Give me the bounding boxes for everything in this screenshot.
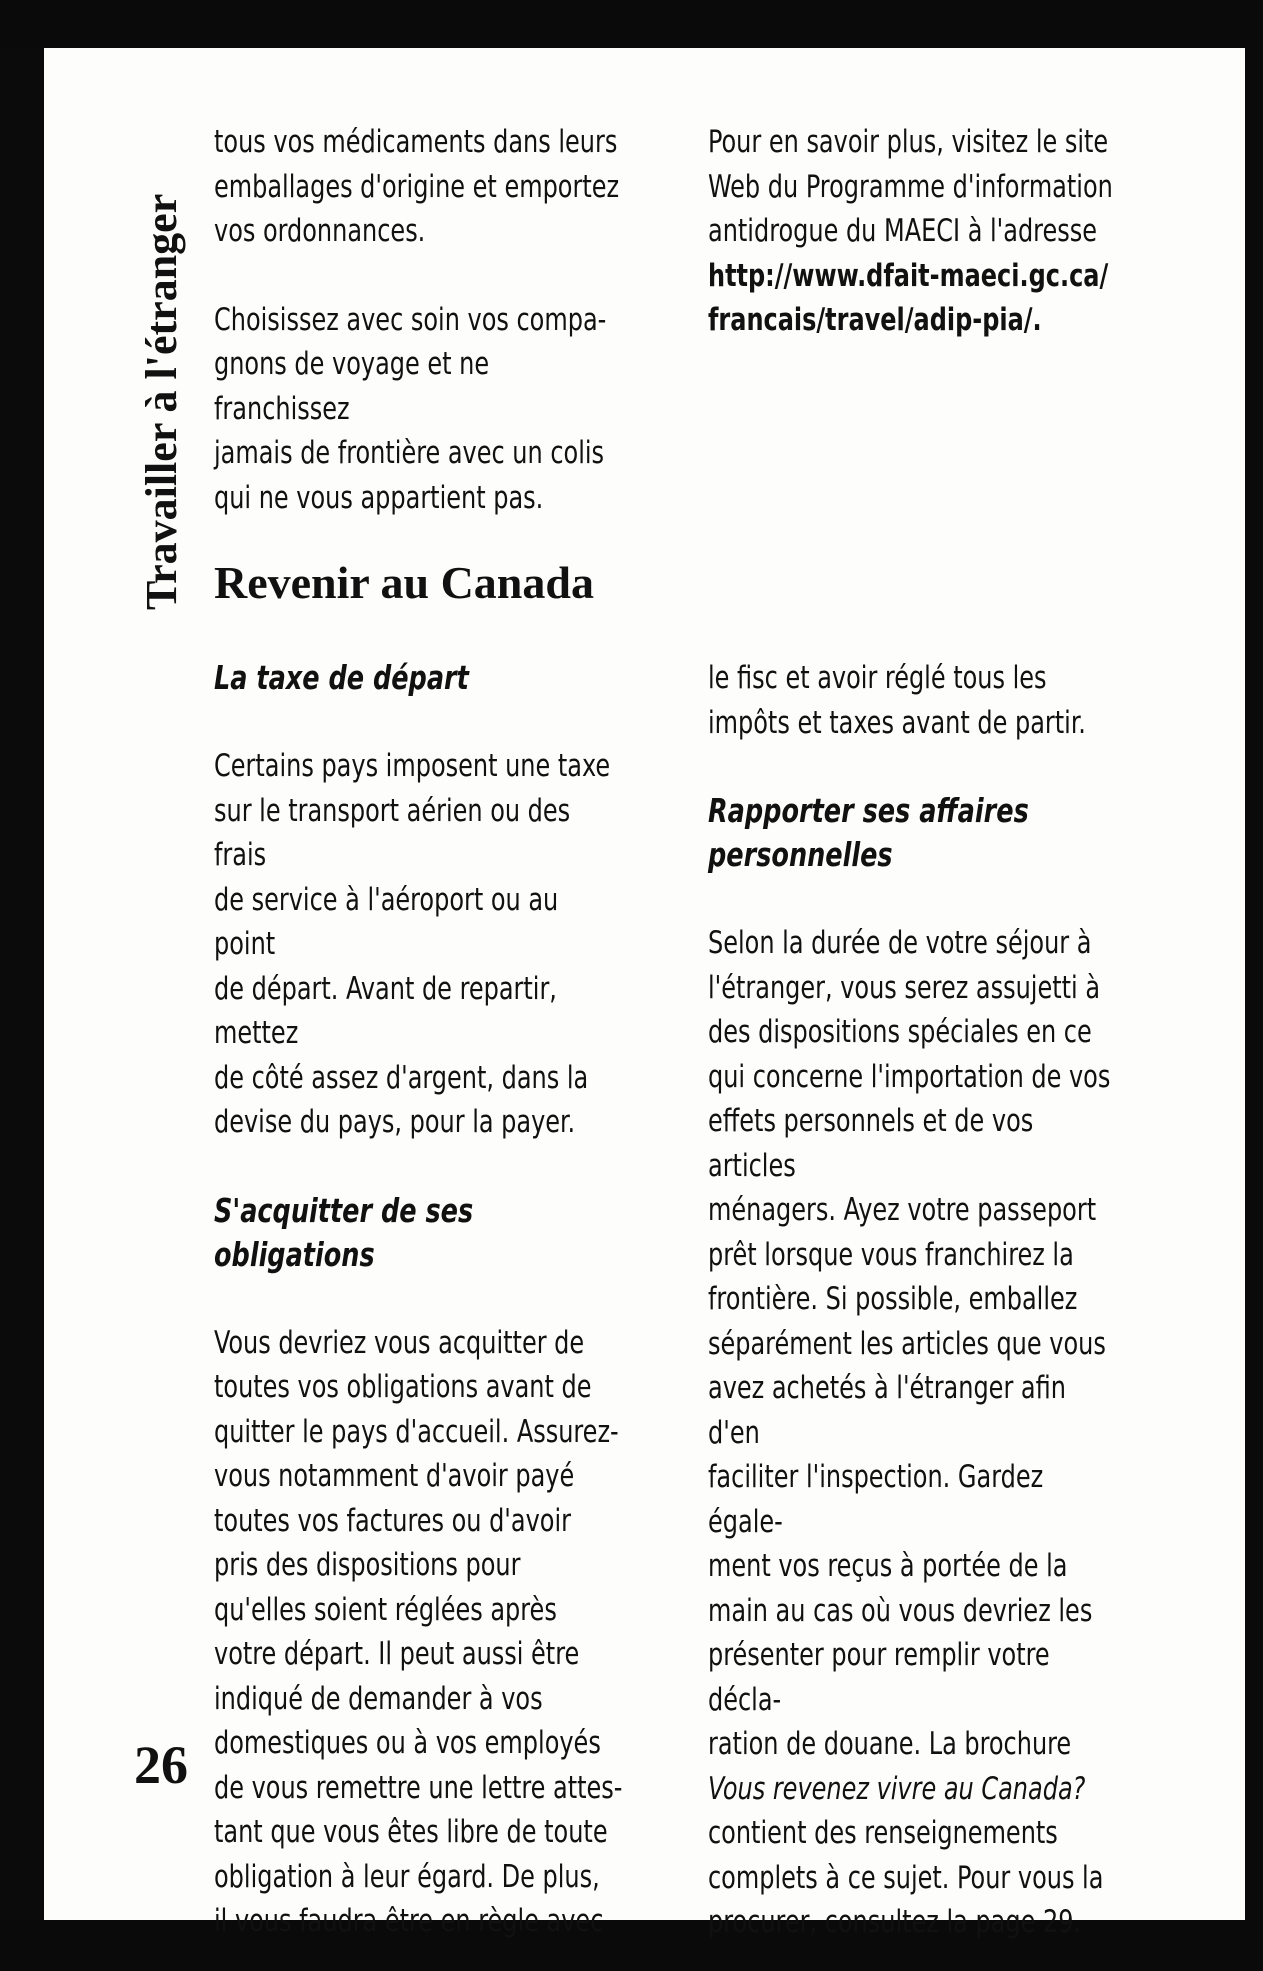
scan-border-top	[0, 0, 1263, 48]
left-column	[214, 656, 627, 1944]
top-right-column	[708, 120, 1121, 343]
page-number: 26	[134, 1735, 188, 1795]
right-column	[708, 656, 1121, 1945]
web-address-link-cont[interactable]: francais/travel/adip-pia/.	[708, 302, 1042, 338]
paragraph-medicaments: tous vos médicaments dans leurs emballages d'origine et emportez vos ordonnances.	[214, 124, 620, 249]
section-heading: Revenir au Canada	[214, 557, 594, 608]
subheading-obligations: S'acquitter de ses obligations	[214, 1190, 474, 1274]
running-head-vertical: Travailler à l'étranger	[137, 193, 186, 610]
subheading-affaires-personnelles: Rapporter ses affaires personnelles	[708, 791, 1029, 874]
web-address-link[interactable]: http://www.dfait-maeci.gc.ca/	[708, 257, 1109, 294]
subheading-taxe-depart: La taxe de départ	[214, 658, 469, 697]
top-left-column	[214, 120, 627, 520]
paragraph-fisc: le fisc et avoir réglé tous les impôts et taxes avant de partir.	[708, 660, 1086, 741]
paragraph-info-drogue: Pour en savoir plus, visitez le site Web du Programme d'information antidrogue du MAECI à l'adresse http://www.dfait-maeci.gc.ca/ francais/travel/adip-pia/.	[708, 124, 1113, 338]
paragraph-compagnons: Choisissez avec soin vos compa- gnons de voyage et ne franchissez jamais de frontière avec un colis qui ne vous appartient pas.	[214, 301, 607, 516]
paragraph-obligations: Vous devriez vous acquitter de toutes vos obligations avant de quitter le pays d'accueil. Assurez- vous notamment d'avoir payé toutes vos factures ou d'avoir pris des dispositions pour qu'elles soient réglées après votre départ. Il peut aussi être indiqué de demander à vos domestiques ou à vos employés de vous remettre une lettre attes- tant que vous êtes libre de toute obligation à leur égard. De plus, il vous faudra être en règle avec	[214, 1324, 623, 1939]
brochure-title: Vous revenez vivre au Canada?	[708, 1770, 1086, 1807]
scan-border-right	[1245, 48, 1263, 1920]
paragraph-affaires: Selon la durée de votre séjour à l'étranger, vous serez assujetti à des dispositions spéciales en ce qui concerne l'importation de vos effets personnels et de vos articles ménagers. Ayez votre passeport prêt lorsque vous franchirez la frontière. Si possible, emballez séparément les articles que vous avez achetés à l'étranger afin d'en faciliter l'inspection. Gardez égale- ment vos reçus à portée de la main au cas où vous devriez les présenter pour remplir votre décla- ration de douane. La brochure Vous revenez vivre au Canada? contient des renseignements complets à ce sujet. Pour vous la procurer, consultez la page 29.	[708, 925, 1111, 1940]
paragraph-taxe-depart: Certains pays imposent une taxe sur le transport aérien ou des frais de service à l'aéroport ou au point de départ. Avant de repartir, mettez de côté assez d'argent, dans la devise du pays, pour la payer.	[214, 748, 611, 1140]
